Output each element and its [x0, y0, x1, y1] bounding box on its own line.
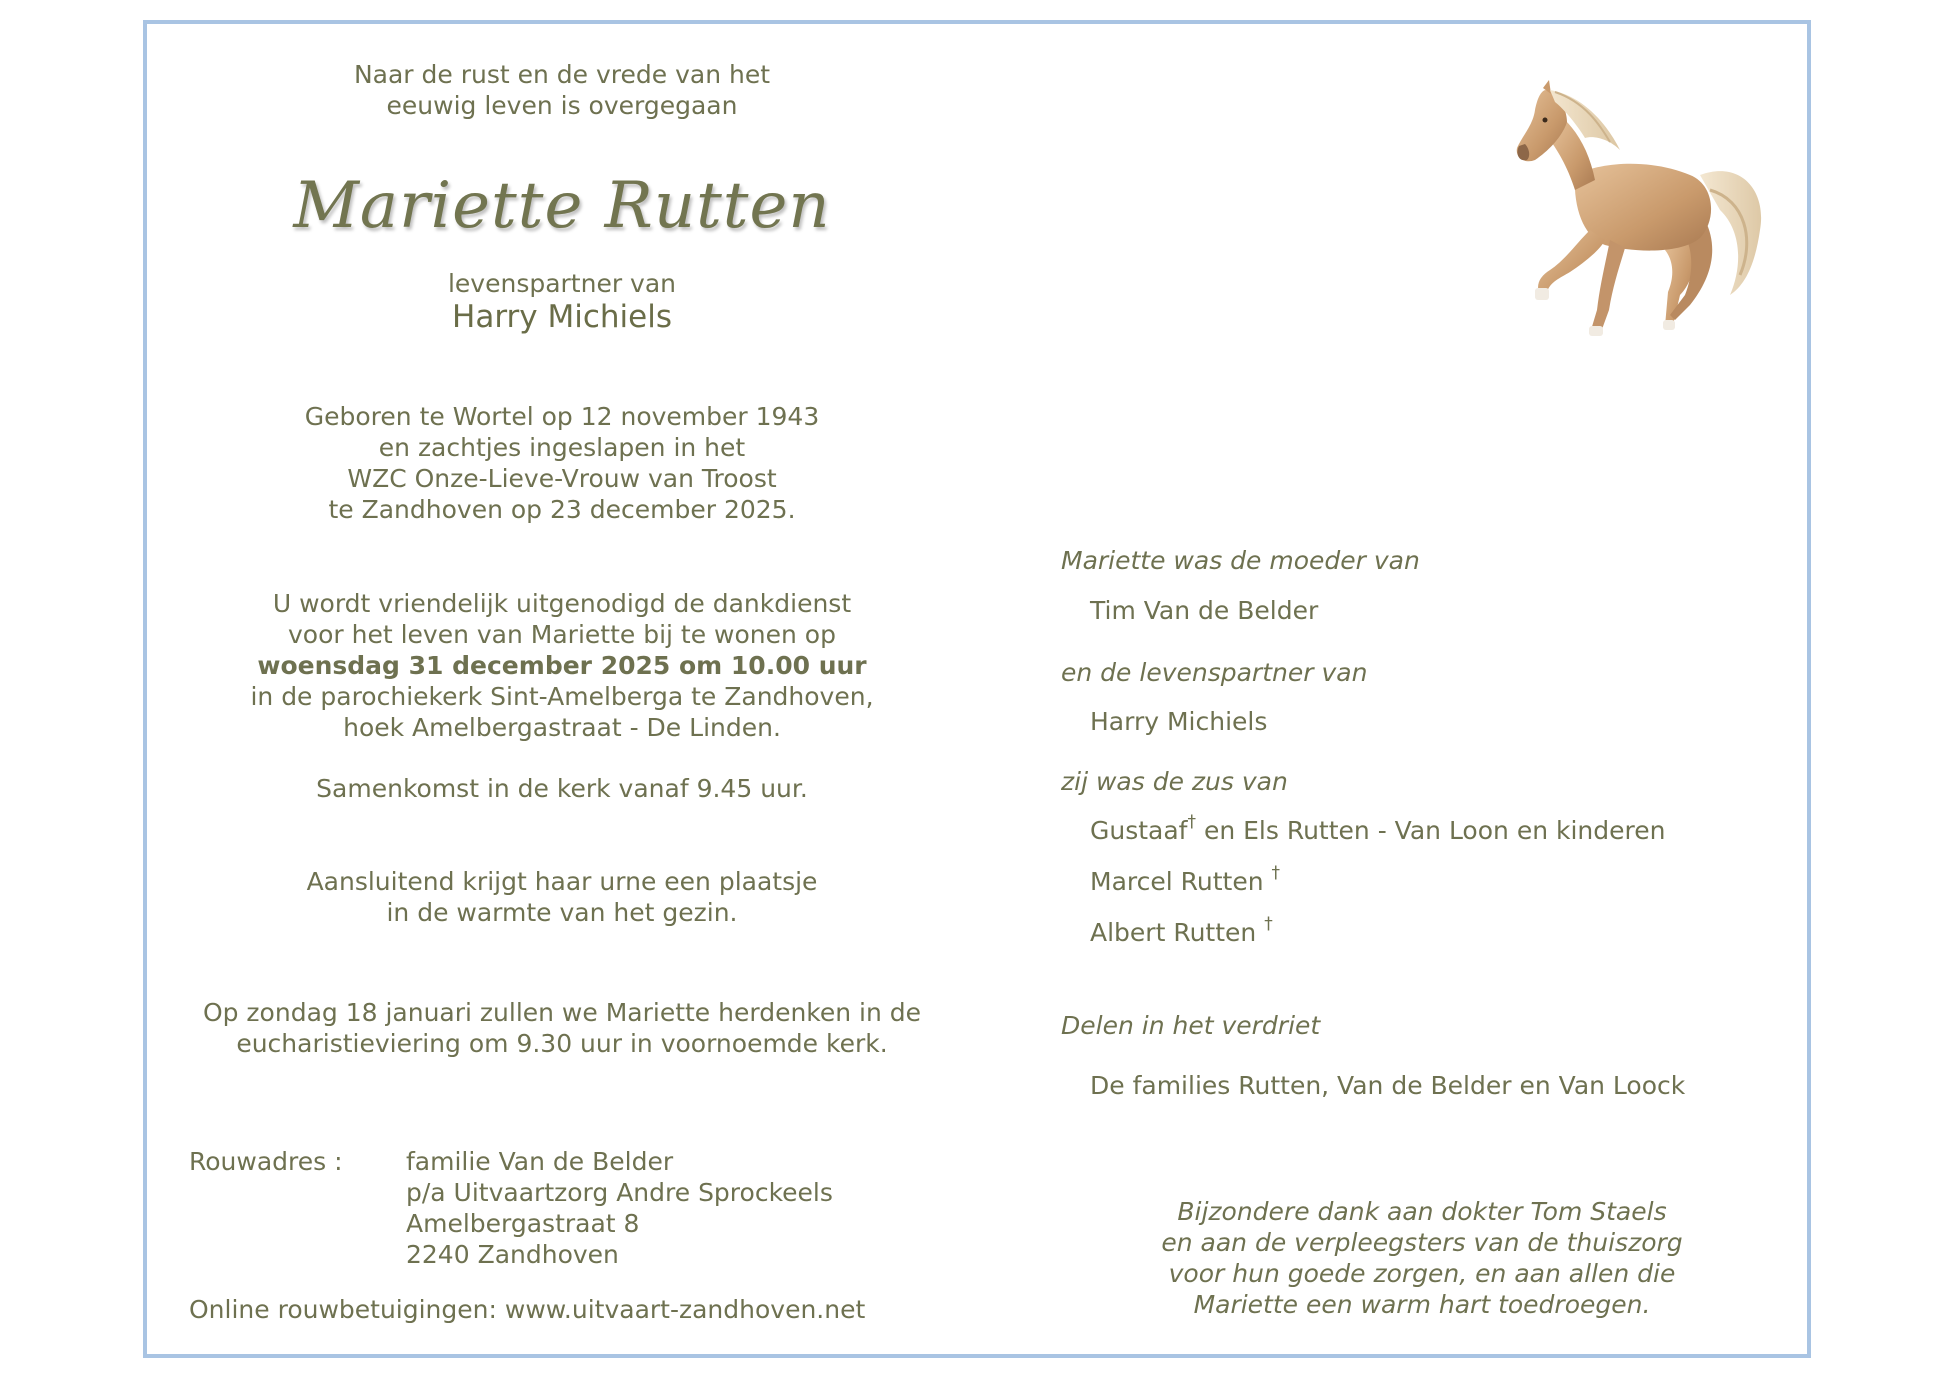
- intro-line: Naar de rust en de vrede van het: [353, 60, 771, 89]
- intro-text: [262, 59, 862, 121]
- birth-line: te Zandhoven op 23 december 2025.: [328, 495, 796, 524]
- thanks-line: en aan de verpleegsters van de thuiszorg: [1161, 1228, 1683, 1257]
- service-line: voor het leven van Mariette bij te wonen op: [288, 620, 836, 649]
- dagger-icon: †: [1271, 863, 1281, 883]
- sibling-entry: [1090, 914, 1273, 948]
- sibling-name: Albert Rutten: [1090, 918, 1257, 947]
- address-line: familie Van de Belder: [406, 1147, 674, 1176]
- partner-heading: en de levenspartner van: [1061, 658, 1368, 687]
- online-condolences: Online rouwbetuigingen: www.uitvaart-zandhoven.net: [189, 1295, 866, 1324]
- memorial-text: [162, 997, 962, 1059]
- deceased-name: Mariette Rutten: [293, 169, 831, 243]
- thanks-line: voor hun goede zorgen, en aan allen die: [1168, 1259, 1676, 1288]
- urn-line: in de warmte van het gezin.: [386, 898, 738, 927]
- grief-heading: Delen in het verdriet: [1061, 1011, 1321, 1040]
- urn-text: [212, 866, 912, 928]
- urn-line: Aansluitend krijgt haar urne een plaatsje: [306, 867, 818, 896]
- sibling-name: Marcel Rutten: [1090, 867, 1264, 896]
- birth-line: WZC Onze-Lieve-Vrouw van Troost: [347, 464, 777, 493]
- service-line: U wordt vriendelijk uitgenodigd de dankdienst: [272, 589, 852, 618]
- address-line: Amelbergastraat 8: [406, 1209, 640, 1238]
- dagger-icon: †: [1187, 812, 1196, 832]
- sibling-entry: [1090, 812, 1666, 846]
- partner-entry: Harry Michiels: [1090, 707, 1268, 736]
- partner-label: levenspartner van: [447, 269, 677, 298]
- birth-line: Geboren te Wortel op 12 november 1943: [304, 402, 820, 431]
- service-line: in de parochiekerk Sint-Amelberga te Zandhoven,: [250, 682, 874, 711]
- grief-families: De families Rutten, Van de Belder en Van Loock: [1090, 1071, 1686, 1100]
- address-line: p/a Uitvaartzorg Andre Sprockeels: [406, 1178, 833, 1207]
- sister-heading: zij was de zus van: [1061, 767, 1288, 796]
- service-date: woensdag 31 december 2025 om 10.00 uur: [257, 651, 867, 680]
- horse-illustration: [1505, 80, 1770, 365]
- address-label: Rouwadres :: [189, 1147, 343, 1176]
- thanks-text: [1072, 1196, 1772, 1320]
- sibling-name-rest: en Els Rutten - Van Loon en kinderen: [1196, 816, 1666, 845]
- thanks-line: Mariette een warm hart toedroegen.: [1193, 1290, 1651, 1319]
- thanks-line: Bijzondere dank aan dokter Tom Staels: [1177, 1197, 1667, 1226]
- intro-line: eeuwig leven is overgegaan: [386, 91, 738, 120]
- mother-heading: Mariette was de moeder van: [1061, 546, 1420, 575]
- birth-line: en zachtjes ingeslapen in het: [378, 433, 746, 462]
- dagger-icon: †: [1264, 914, 1273, 934]
- memorial-line: eucharistieviering om 9.30 uur in voornoemde kerk.: [236, 1029, 888, 1058]
- service-line: hoek Amelbergastraat - De Linden.: [343, 713, 781, 742]
- service-invitation: [162, 588, 962, 743]
- address-block: [406, 1146, 833, 1270]
- memorial-line: Op zondag 18 januari zullen we Mariette herdenken in de: [202, 998, 922, 1027]
- gathering-text: Samenkomst in de kerk vanaf 9.45 uur.: [316, 774, 808, 803]
- child-name: Tim Van de Belder: [1090, 596, 1319, 625]
- sibling-name: Gustaaf: [1090, 816, 1188, 845]
- birth-death-text: [212, 401, 912, 525]
- partner-name: Harry Michiels: [452, 299, 672, 335]
- address-line: 2240 Zandhoven: [406, 1240, 619, 1269]
- sibling-entry: [1090, 863, 1281, 897]
